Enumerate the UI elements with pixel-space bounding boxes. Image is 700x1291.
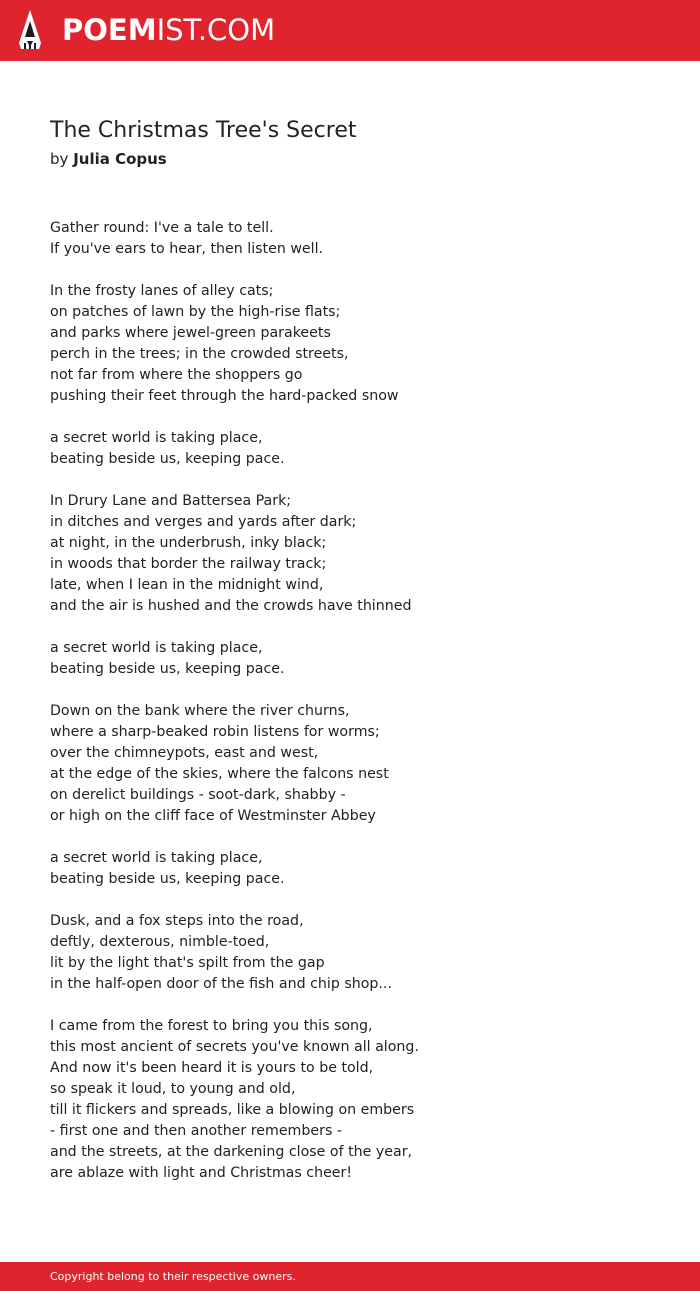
poem-stanza xyxy=(50,701,670,827)
poem-byline xyxy=(50,148,167,170)
poem-line: over the chimneypots, east and west, xyxy=(50,745,319,761)
poem-line: In Drury Lane and Battersea Park; xyxy=(50,493,292,509)
poem-line: pushing their feet through the hard-packed snow xyxy=(50,388,399,404)
logo-text-light: IST.COM xyxy=(156,13,276,47)
poem-line: beating beside us, keeping pace. xyxy=(50,661,285,677)
poem-stanza xyxy=(50,428,670,470)
poem-line: not far from where the shoppers go xyxy=(50,367,303,383)
poem-line: and the streets, at the darkening close of the year, xyxy=(50,1144,413,1160)
poem-line: at the edge of the skies, where the falcons nest xyxy=(50,766,389,782)
poem-stanza xyxy=(50,218,670,260)
poem-line: in woods that border the railway track; xyxy=(50,556,327,572)
poem-line: a secret world is taking place, xyxy=(50,850,263,866)
poem-line: so speak it loud, to young and old, xyxy=(50,1081,296,1097)
poem-line: I came from the forest to bring you this song, xyxy=(50,1018,373,1034)
poem-body xyxy=(50,218,670,1205)
poem-line: If you've ears to hear, then listen well. xyxy=(50,241,324,257)
poem-title: The Christmas Tree's Secret xyxy=(50,118,357,143)
poem-line: lit by the light that's spilt from the gap xyxy=(50,955,325,971)
poem-line: beating beside us, keeping pace. xyxy=(50,871,285,887)
poem-line: where a sharp-beaked robin listens for worms; xyxy=(50,724,380,740)
poem-line: deftly, dexterous, nimble-toed, xyxy=(50,934,270,950)
poem-stanza xyxy=(50,911,670,995)
poem-line: beating beside us, keeping pace. xyxy=(50,451,285,467)
poem-line: on derelict buildings - soot-dark, shabby - xyxy=(50,787,346,803)
by-label: by xyxy=(50,150,69,168)
poem-line: at night, in the underbrush, inky black; xyxy=(50,535,327,551)
poem-line: And now it's been heard it is yours to be told, xyxy=(50,1060,374,1076)
poem-line: this most ancient of secrets you've known all along. xyxy=(50,1039,419,1055)
site-footer xyxy=(0,1262,700,1291)
poem-line: Down on the bank where the river churns, xyxy=(50,703,350,719)
pencil-tip-icon[interactable] xyxy=(18,9,42,51)
poem-line: are ablaze with light and Christmas cheer! xyxy=(50,1165,353,1181)
poem-line: In the frosty lanes of alley cats; xyxy=(50,283,274,299)
poem-line: and the air is hushed and the crowds have thinned xyxy=(50,598,412,614)
poem-line: till it flickers and spreads, like a blowing on embers xyxy=(50,1102,415,1118)
poem-line: late, when I lean in the midnight wind, xyxy=(50,577,324,593)
poem-line: perch in the trees; in the crowded streets, xyxy=(50,346,349,362)
poem-stanza xyxy=(50,281,670,407)
poem-line: - first one and then another remembers - xyxy=(50,1123,342,1139)
site-logo[interactable] xyxy=(62,11,275,49)
poem-line: Dusk, and a fox steps into the road, xyxy=(50,913,304,929)
poem-line: in the half-open door of the fish and chip shop... xyxy=(50,976,392,992)
poem-stanza xyxy=(50,491,670,617)
poem-line: in ditches and verges and yards after dark; xyxy=(50,514,357,530)
poem-line: a secret world is taking place, xyxy=(50,430,263,446)
poem-line: a secret world is taking place, xyxy=(50,640,263,656)
poem-stanza xyxy=(50,638,670,680)
poem-line: Gather round: I've a tale to tell. xyxy=(50,220,274,236)
logo-text-bold: POEM xyxy=(62,13,157,47)
site-header xyxy=(0,0,700,61)
poem-line: and parks where jewel-green parakeets xyxy=(50,325,331,341)
poem-stanza xyxy=(50,1016,670,1184)
poem-stanza xyxy=(50,848,670,890)
copyright-text: Copyright belong to their respective owners. xyxy=(50,1270,296,1283)
poem-line: on patches of lawn by the high-rise flats; xyxy=(50,304,341,320)
poem-line: or high on the cliff face of Westminster Abbey xyxy=(50,808,376,824)
poem-author[interactable]: Julia Copus xyxy=(73,150,167,168)
